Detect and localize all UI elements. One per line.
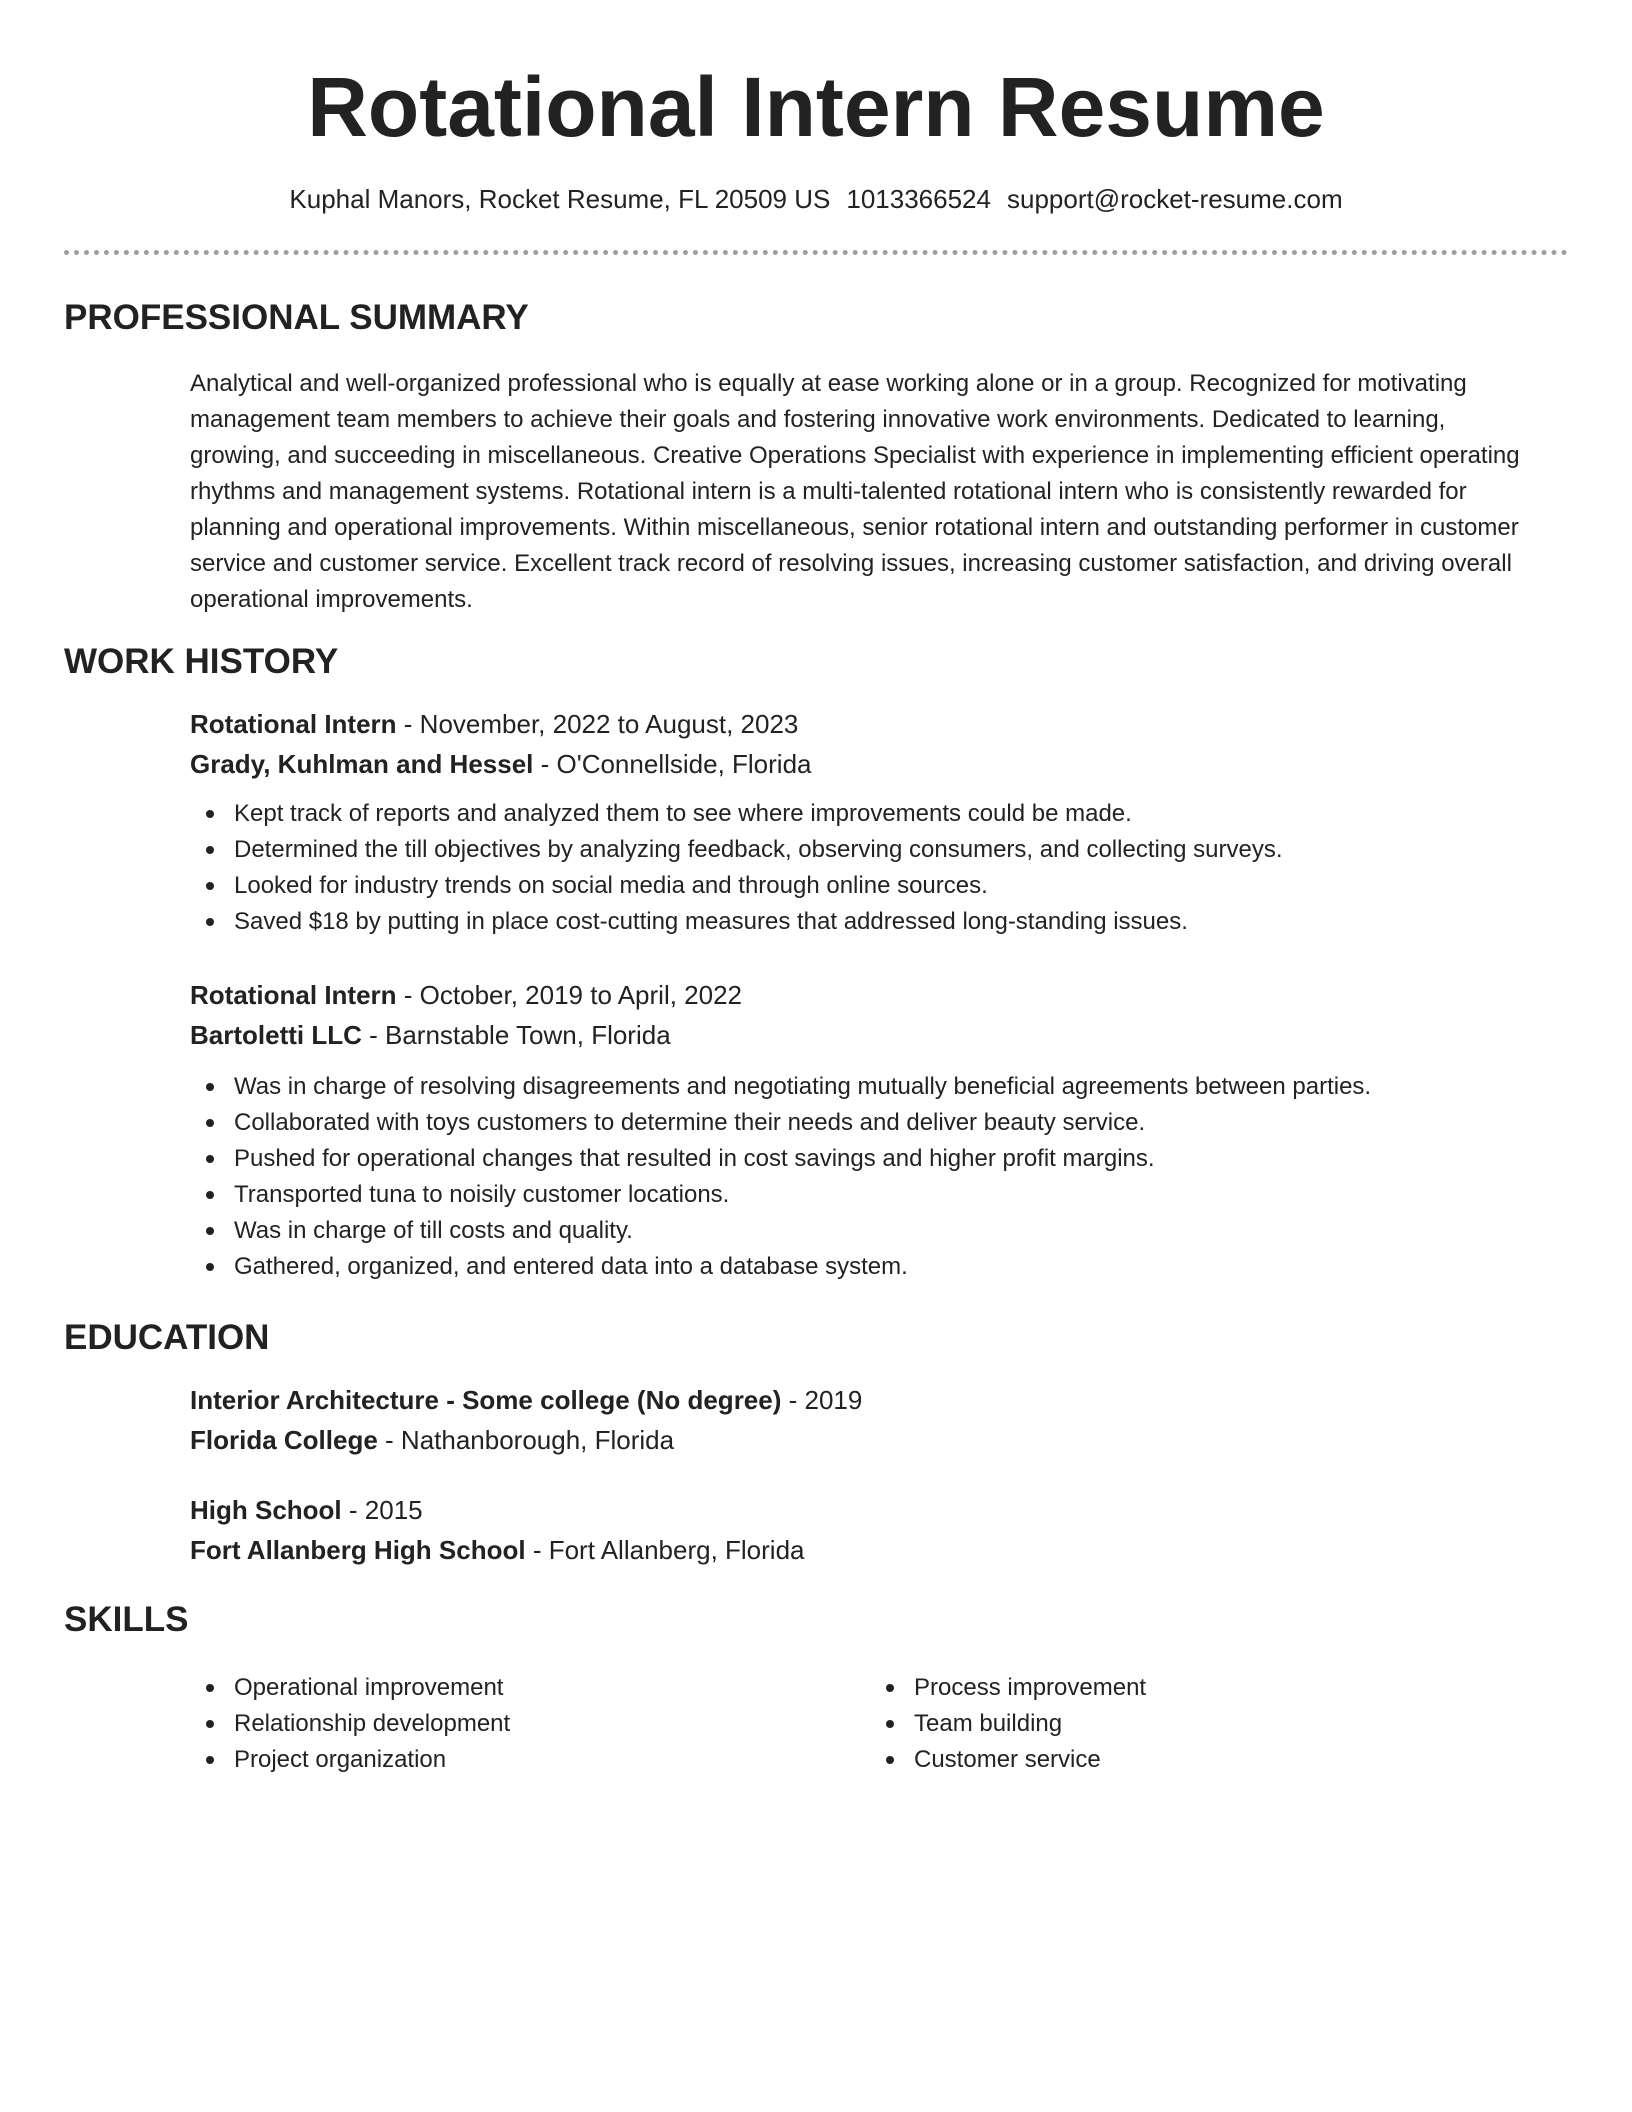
job-title: Rotational Intern xyxy=(190,709,397,739)
job-title-line xyxy=(190,704,1550,744)
job-location: - Barnstable Town, Florida xyxy=(361,1020,671,1050)
job-title-line xyxy=(190,975,1550,1015)
education-school-line xyxy=(190,1420,1550,1460)
job-bullet: Collaborated with toys customers to determine their needs and deliver beauty service. xyxy=(190,1105,1550,1141)
job-title: Rotational Intern xyxy=(190,980,397,1010)
skill-item: Process improvement xyxy=(870,1670,1510,1706)
work-history-heading: WORK HISTORY xyxy=(64,642,339,681)
job-bullet: Saved $18 by putting in place cost-cutting measures that addressed long-standing issues. xyxy=(190,904,1550,940)
education-degree: High School xyxy=(190,1495,342,1525)
education-entry xyxy=(190,1490,1550,1570)
summary-text: Analytical and well-organized professional who is equally at ease working alone or in a group. Recognized for motivating management team members to achieve their goals and fostering innovative work environments. Dedicated to learning, growing, and succeeding in miscellaneous. Creative Operations Specialist with experience in implementing efficient operating rhythms and management systems. Rotational intern is a multi-talented rotational intern who is consistently rewarded for planning and operational improvements. Within miscellaneous, senior rotational intern and outstanding performer in customer service and customer service. Excellent track record of resolving issues, increasing customer satisfaction, and driving overall operational improvements. xyxy=(190,370,1520,613)
job-company-line xyxy=(190,744,1550,784)
job-bullets xyxy=(190,796,1550,940)
education-school: Florida College xyxy=(190,1425,378,1455)
job-bullet: Was in charge of till costs and quality. xyxy=(190,1213,1550,1249)
job-company-line xyxy=(190,1015,1550,1055)
education-location: - Fort Allanberg, Florida xyxy=(525,1535,805,1565)
skill-item: Relationship development xyxy=(190,1706,830,1742)
skills-column-left xyxy=(190,1670,830,1778)
job-entry xyxy=(190,704,1550,940)
job-bullets xyxy=(190,1069,1550,1285)
job-dates: - October, 2019 to April, 2022 xyxy=(396,980,743,1010)
contact-line xyxy=(0,181,1632,217)
skill-item: Team building xyxy=(870,1706,1510,1742)
job-dates: - November, 2022 to August, 2023 xyxy=(396,709,799,739)
education-school: Fort Allanberg High School xyxy=(190,1535,526,1565)
education-degree: Interior Architecture - Some college (No degree) xyxy=(190,1385,782,1415)
education-location: - Nathanborough, Florida xyxy=(377,1425,675,1455)
job-bullet: Looked for industry trends on social media and through online sources. xyxy=(190,868,1550,904)
contact-address: Kuphal Manors, Rocket Resume, FL 20509 US xyxy=(289,184,831,214)
job-entry xyxy=(190,975,1550,1285)
skill-item: Project organization xyxy=(190,1742,830,1778)
skill-item: Customer service xyxy=(870,1742,1510,1778)
job-bullet: Kept track of reports and analyzed them to see where improvements could be made. xyxy=(190,796,1550,832)
job-bullet: Was in charge of resolving disagreements and negotiating mutually beneficial agreements between parties. xyxy=(190,1069,1550,1105)
job-bullet: Pushed for operational changes that resulted in cost savings and higher profit margins. xyxy=(190,1141,1550,1177)
education-degree-line xyxy=(190,1380,1550,1420)
job-company: Grady, Kuhlman and Hessel xyxy=(190,749,534,779)
skills-heading: SKILLS xyxy=(64,1600,189,1639)
job-location: - O'Connellside, Florida xyxy=(533,749,812,779)
job-bullet: Determined the till objectives by analyzing feedback, observing consumers, and collecting surveys. xyxy=(190,832,1550,868)
education-degree-line xyxy=(190,1490,1550,1530)
education-year: - 2019 xyxy=(781,1385,863,1415)
skill-item: Operational improvement xyxy=(190,1670,830,1706)
header-divider xyxy=(64,250,1568,255)
contact-phone: 1013366524 xyxy=(846,184,991,214)
skills-column-right xyxy=(870,1670,1510,1778)
resume-title: Rotational Intern Resume xyxy=(307,60,1325,154)
job-bullet: Transported tuna to noisily customer locations. xyxy=(190,1177,1550,1213)
education-entry xyxy=(190,1380,1550,1460)
contact-email: support@rocket-resume.com xyxy=(1006,184,1343,214)
education-heading: EDUCATION xyxy=(64,1318,270,1357)
education-school-line xyxy=(190,1530,1550,1570)
education-year: - 2015 xyxy=(341,1495,423,1525)
summary-heading: PROFESSIONAL SUMMARY xyxy=(64,298,529,337)
job-company: Bartoletti LLC xyxy=(190,1020,362,1050)
job-bullet: Gathered, organized, and entered data into a database system. xyxy=(190,1249,1550,1285)
